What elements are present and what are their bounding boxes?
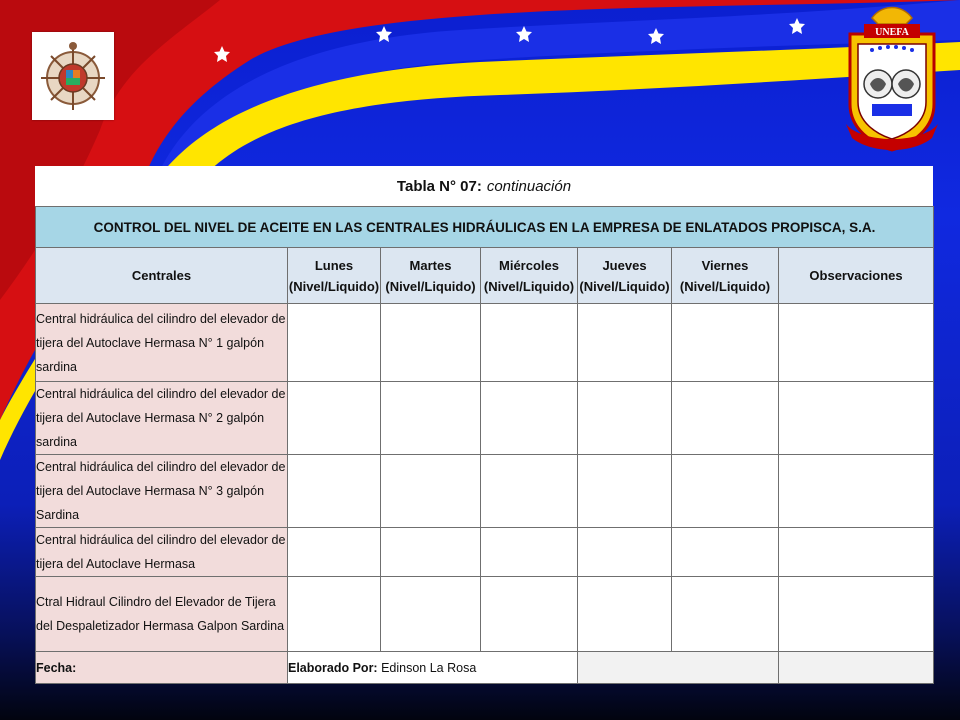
col-header-lunes: [288, 248, 381, 304]
cell-miercoles[interactable]: [481, 577, 578, 652]
table-caption-number: Tabla N° 07:: [396, 177, 482, 195]
cell-martes[interactable]: [381, 577, 481, 652]
col-name: Centrales: [131, 268, 192, 283]
table-sheet: [35, 166, 933, 676]
table-row: [36, 455, 934, 528]
col-name: Viernes: [701, 257, 749, 273]
cell-martes[interactable]: [381, 455, 481, 528]
cell-jueves[interactable]: [578, 528, 672, 577]
col-header-centrales: [36, 248, 288, 304]
cell-jueves[interactable]: [578, 455, 672, 528]
col-sub: (Nivel/Liquido): [483, 278, 575, 294]
cell-jueves[interactable]: [578, 304, 672, 382]
col-name: Miércoles: [499, 257, 559, 273]
footer-blank-cell[interactable]: [779, 652, 934, 684]
col-sub: (Nivel/Liquido): [679, 278, 771, 294]
cell-observaciones[interactable]: [779, 382, 934, 455]
made-by-cell: [288, 652, 578, 684]
cell-miercoles[interactable]: [481, 382, 578, 455]
cell-observaciones[interactable]: [779, 528, 934, 577]
cell-miercoles[interactable]: [481, 455, 578, 528]
unefa-crest-text: UNEFA: [875, 27, 909, 38]
institution-logo: [32, 32, 114, 120]
cell-viernes[interactable]: [672, 455, 779, 528]
col-name: Jueves: [602, 257, 647, 273]
table-caption-continuation: continuación: [486, 177, 572, 195]
table-row: [36, 528, 934, 577]
table-heading-row: [36, 207, 934, 248]
row-central-label: Central hidráulica del cilindro del elevador de tijera del Autoclave Hermasa: [36, 528, 288, 577]
col-name: Martes: [409, 257, 452, 273]
made-by-name: Edinson La Rosa: [381, 660, 477, 675]
cell-martes[interactable]: [381, 304, 481, 382]
made-by-label: Elaborado Por:: [288, 660, 378, 675]
oil-level-table: [35, 206, 934, 684]
cell-lunes[interactable]: [288, 382, 381, 455]
table-row: [36, 304, 934, 382]
table-heading: CONTROL DEL NIVEL DE ACEITE EN LAS CENTRALES HIDRÁULICAS EN LA EMPRESA DE ENLATADOS PROPISCA, S.A.: [36, 207, 934, 248]
table-caption: [35, 166, 933, 206]
col-header-viernes: [672, 248, 779, 304]
unefa-logo: [842, 4, 942, 156]
cell-martes[interactable]: [381, 382, 481, 455]
footer-blank-cell[interactable]: [578, 652, 779, 684]
cell-viernes[interactable]: [672, 382, 779, 455]
cell-observaciones[interactable]: [779, 455, 934, 528]
cell-martes[interactable]: [381, 528, 481, 577]
table-row: [36, 577, 934, 652]
cell-jueves[interactable]: [578, 382, 672, 455]
cell-observaciones[interactable]: [779, 577, 934, 652]
unefa-crest-icon: [842, 4, 942, 156]
cell-lunes[interactable]: [288, 455, 381, 528]
row-central-label: Central hidráulica del cilindro del elevador de tijera del Autoclave Hermasa N° 3 galpón Sardina: [36, 455, 288, 528]
table-row: [36, 382, 934, 455]
column-header-row: [36, 248, 934, 304]
row-central-label: Central hidráulica del cilindro del elevador de tijera del Autoclave Hermasa N° 1 galpón sardina: [36, 304, 288, 382]
row-central-label: Central hidráulica del cilindro del elevador de tijera del Autoclave Hermasa N° 2 galpón sardina: [36, 382, 288, 455]
col-name: Lunes: [314, 257, 354, 273]
row-central-label: Ctral Hidraul Cilindro del Elevador de Tijera del Despaletizador Hermasa Galpon Sardina: [36, 577, 288, 652]
cell-miercoles[interactable]: [481, 304, 578, 382]
col-name: Observaciones: [809, 268, 903, 283]
col-header-jueves: [578, 248, 672, 304]
cell-miercoles[interactable]: [481, 528, 578, 577]
date-label: Fecha:: [36, 652, 288, 684]
col-sub: (Nivel/Liquido): [288, 278, 380, 294]
cell-viernes[interactable]: [672, 304, 779, 382]
cell-jueves[interactable]: [578, 577, 672, 652]
col-sub: (Nivel/Liquido): [579, 278, 670, 294]
col-sub: (Nivel/Liquido): [385, 278, 476, 294]
cell-lunes[interactable]: [288, 304, 381, 382]
table-footer-row: [36, 652, 934, 684]
col-header-miercoles: [481, 248, 578, 304]
institution-seal-icon: [32, 32, 114, 120]
cell-lunes[interactable]: [288, 528, 381, 577]
col-header-martes: [381, 248, 481, 304]
cell-viernes[interactable]: [672, 577, 779, 652]
col-header-observaciones: [779, 248, 934, 304]
cell-viernes[interactable]: [672, 528, 779, 577]
cell-lunes[interactable]: [288, 577, 381, 652]
cell-observaciones[interactable]: [779, 304, 934, 382]
